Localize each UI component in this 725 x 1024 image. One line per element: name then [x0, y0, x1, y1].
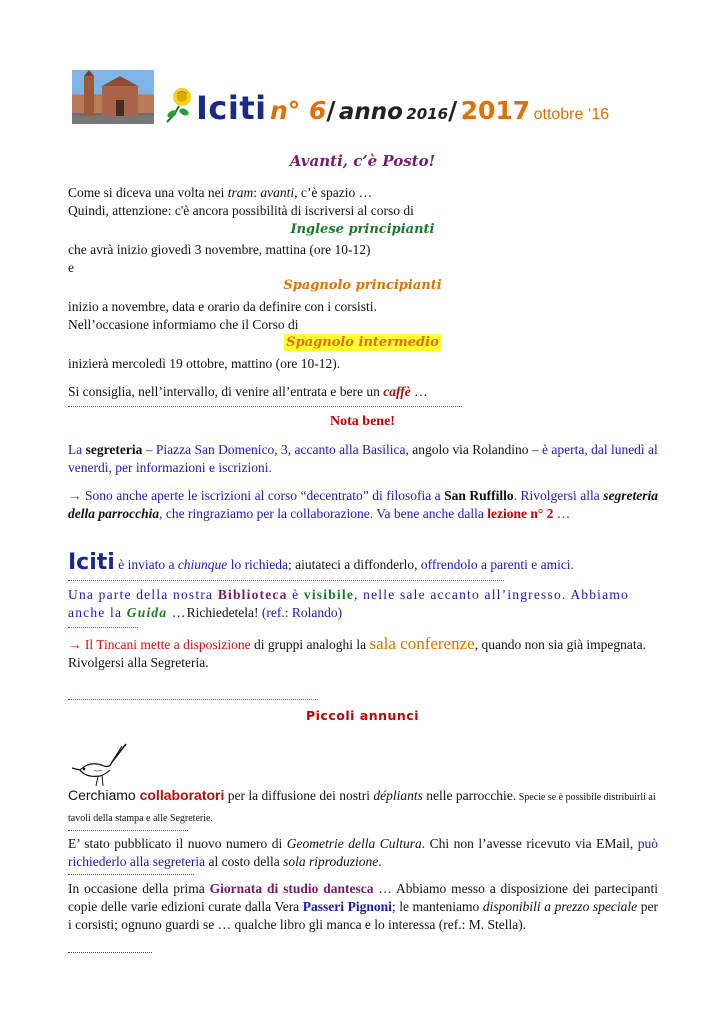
course-intermedio: Spagnolo intermedio: [286, 335, 439, 350]
text: …: [410, 384, 428, 399]
text: , che ringraziamo per la collaborazione. Va bene anche dalla: [159, 506, 488, 521]
annunci-heading: Piccoli annunci: [306, 708, 419, 723]
text: offrendolo a parenti e amici.: [417, 557, 574, 572]
masthead-anno: anno: [338, 99, 403, 125]
masthead-sep: /: [326, 96, 336, 125]
masthead-sep2: /: [448, 96, 458, 125]
divider: [68, 830, 188, 831]
text: sola riproduzione: [283, 854, 379, 869]
text: In occasione della prima: [68, 881, 210, 896]
text: . Rivolgersi alla: [513, 488, 604, 503]
san-ruffillo: San Ruffillo: [444, 488, 514, 503]
text: per la diffusione dei nostri: [224, 788, 374, 803]
geometrie-title: Geometrie della Cultura: [286, 836, 422, 851]
text: La: [68, 442, 86, 457]
iciti-line: [68, 551, 574, 577]
collaboratori-paragraph: [68, 786, 658, 828]
coffee-word: caffè: [383, 384, 411, 399]
visibile-word: visibile: [303, 587, 355, 602]
rose-logo-icon: [165, 84, 195, 124]
text: al costo della: [205, 854, 284, 869]
segreteria-parrocchia: segreteria della parrocchia: [68, 488, 658, 521]
text: angolo via Rolandino: [408, 442, 529, 457]
text: .: [378, 854, 382, 869]
divider: [68, 874, 194, 875]
guida-word: Guida: [126, 605, 168, 620]
arrow-icon: →: [68, 488, 82, 503]
iciti-logo-text: Iciti: [68, 550, 115, 575]
text: :: [253, 185, 261, 200]
text: Specie se è possibile distribuirli ai tavoli della stampa e alle Segreterie.: [68, 792, 656, 824]
text: nelle parrocchie.: [422, 788, 517, 803]
masthead-year: 2016: [406, 105, 449, 123]
text: aiutateci a diffonderlo,: [291, 557, 418, 572]
text: , quando non sia già impegnata. Rivolgersi alla Segreteria.: [68, 637, 647, 670]
church-photo: [72, 70, 154, 124]
text: Richiedetela!: [186, 605, 262, 620]
text: Una parte della nostra: [68, 587, 218, 602]
avanti-line2: Quindi, attenzione: c'è ancora possibilità di iscriversi al corso di: [68, 203, 414, 218]
divider: [68, 952, 152, 953]
text: disponibili a prezzo speciale: [482, 899, 638, 914]
dantesca-paragraph: [68, 880, 658, 934]
divider: [68, 580, 504, 581]
masthead: [196, 90, 609, 133]
text: …: [167, 605, 187, 620]
text: (ref.: Rolando): [261, 605, 343, 620]
biblioteca-paragraph: [68, 586, 658, 622]
sala-conferenze: sala conferenze: [369, 634, 475, 653]
course-spagnolo: Spagnolo principianti: [283, 278, 442, 293]
masthead-year-big: 2017: [460, 96, 531, 125]
text: E’ stato pubblicato il nuovo numero di: [68, 836, 287, 851]
divider: [68, 406, 462, 407]
giornata-dantesca: Giornata di studio dantesca: [209, 881, 374, 896]
text: lo richieda;: [227, 557, 292, 572]
course-intermedio-wrap: [0, 334, 725, 350]
text: tram: [227, 185, 254, 200]
segreteria-word: segreteria: [85, 442, 143, 457]
masthead-issue: n° 6: [269, 96, 327, 125]
text: è: [287, 587, 304, 602]
text: per i corsisti; ognuno guardi se … qualche libro gli manca e lo interessa (ref.: M. Stella).: [68, 899, 658, 932]
tincani-paragraph: [68, 635, 658, 672]
nota-heading: Nota bene!: [330, 414, 395, 429]
cerchiamo-word: Cerchiamo: [68, 787, 140, 803]
masthead-date: ottobre ‘16: [533, 106, 610, 123]
arrow-icon: →: [68, 637, 82, 652]
course-intermedio-detail: inizierà mercoledì 19 ottobre, mattino (ore 10-12).: [68, 356, 341, 371]
course-inglese-detail: che avrà inizio giovedì 3 novembre, mattina (ore 10-12): [68, 242, 371, 257]
text: di gruppi analoghi la: [250, 637, 370, 652]
text: – Piazza San Domenico, 3, accanto alla Basilica,: [142, 442, 409, 457]
text: Sono anche aperte le iscrizioni al corso “decentrato” di filosofia a: [81, 488, 445, 503]
filosofia-paragraph: [68, 487, 658, 523]
and-text: e: [68, 260, 74, 275]
text: … Abbiamo messo a disposizione dei partecipanti copie delle varie edizioni curate dalla Vera: [68, 881, 658, 914]
masthead-title: Iciti: [196, 89, 267, 127]
text: è inviato a: [114, 557, 178, 572]
text: …: [553, 506, 571, 521]
lezione-2: lezione n° 2: [487, 506, 554, 521]
text: Il Tincani mette a disposizione: [81, 637, 251, 652]
text: dépliants: [373, 788, 423, 803]
segreteria-paragraph: [68, 441, 658, 477]
divider: [68, 699, 318, 700]
text: Si consiglia, nell’intervallo, di venire all’entrata e bere un: [68, 384, 384, 399]
text: può richiederlo alla segreteria: [68, 836, 659, 869]
text: – è aperta, dal lunedì al venerdì, per informazioni e iscrizioni.: [68, 442, 658, 475]
bird-icon: [70, 740, 130, 790]
coffee-line: [68, 383, 428, 400]
avanti-heading: Avanti, c’è Posto!: [289, 152, 436, 170]
occasion-text: Nell’occasione informiamo che il Corso di: [68, 317, 299, 332]
text: . Chi non l’avesse ricevuto via EMail,: [421, 836, 638, 851]
avanti-line1: [68, 184, 372, 201]
text: ; le manteniamo: [391, 899, 483, 914]
geometrie-paragraph: [68, 835, 658, 871]
text: , c’è spazio …: [294, 185, 373, 200]
course-inglese: Inglese principianti: [290, 222, 435, 237]
passeri-pignoni: Passeri Pignoni: [302, 899, 392, 914]
text: Come si diceva una volta nei: [68, 185, 228, 200]
course-spagnolo-detail: inizio a novembre, data e orario da definire con i corsisti.: [68, 299, 377, 314]
biblioteca-word: Biblioteca: [217, 587, 288, 602]
divider: [68, 627, 138, 628]
text: avanti: [260, 185, 295, 200]
text: chiunque: [177, 557, 228, 572]
collaboratori-word: collaboratori: [139, 787, 225, 803]
text: , nelle sale accanto all’ingresso. Abbiamo anche la: [68, 587, 629, 620]
